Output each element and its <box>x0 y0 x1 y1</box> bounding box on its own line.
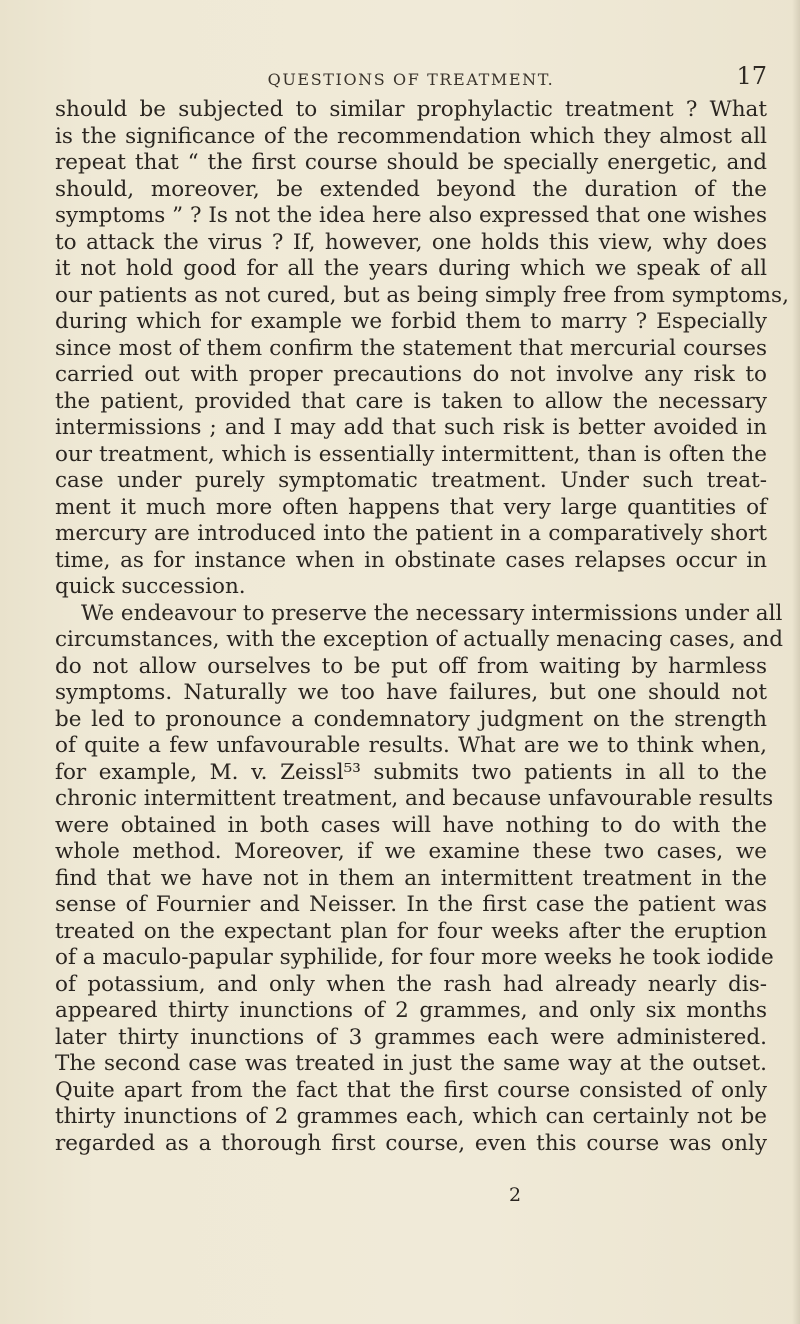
text-line: chronic intermittent treatment, and because unfavourable results <box>55 786 774 811</box>
text-line: our patients as not cured, but as being simply free from symptoms, <box>55 282 789 308</box>
text-line: time, as for instance when in obstinate cases relapses occur in <box>55 547 767 573</box>
text-line: do not allow ourselves to be put off from waiting by harmless <box>55 653 767 679</box>
text-line: ment it much more often happens that very large quantities of <box>55 494 767 520</box>
text-line: to attack the virus ? If, however, one holds this view, why does <box>55 229 767 255</box>
text-line: Quite apart from the fact that the first course consisted of only <box>55 1077 767 1103</box>
text-line: should, moreover, be extended beyond the duration of the <box>55 176 767 202</box>
text-line: We endeavour to preserve the necessary intermissions under all <box>81 600 783 626</box>
text-line: whole method. Moreover, if we examine these two cases, we <box>55 839 767 864</box>
text-line: our treatment, which is essentially intermittent, than is often the <box>55 441 767 467</box>
text-line: later thirty inunctions of 3 grammes each were administered. <box>55 1024 767 1050</box>
text-line: mercury are introduced into the patient in a comparatively short <box>55 521 767 546</box>
text-line: find that we have not in them an intermittent treatment in the <box>55 865 767 891</box>
page-edge-shadow <box>792 0 800 1324</box>
body-text <box>55 97 789 1157</box>
text-line: symptoms. Naturally we too have failures, but one should not <box>55 680 767 705</box>
text-line: The second case was treated in just the same way at the outset. <box>55 1051 767 1076</box>
page-number: 17 <box>736 62 767 90</box>
text-line: were obtained in both cases will have nothing to do with the <box>55 812 767 838</box>
text-line: carried out with proper precautions do not involve any risk to <box>55 362 767 387</box>
text-line: case under purely symptomatic treatment. Under such treat- <box>55 468 767 493</box>
text-line: regarded as a thorough first course, even this course was only <box>55 1130 767 1156</box>
text-line: intermissions ; and I may add that such risk is better avoided in <box>55 415 767 440</box>
signature-mark: 2 <box>508 1184 522 1206</box>
text-line: symptoms ” ? Is not the idea here also expressed that one wishes <box>55 203 767 228</box>
text-line: circumstances, with the exception of actually menacing cases, and <box>55 627 783 652</box>
text-line: repeat that “ the first course should be specially energetic, and <box>55 150 767 175</box>
text-line: the patient, provided that care is taken to allow the necessary <box>55 388 767 414</box>
text-line: since most of them confirm the statement that mercurial courses <box>55 335 767 361</box>
text-line: sense of Fournier and Neisser. In the first case the patient was <box>55 892 767 917</box>
text-line: of a maculo-papular syphilide, for four more weeks he took iodide <box>55 945 774 970</box>
text-line: is the significance of the recommendation which they almost all <box>55 123 767 149</box>
running-title: QUESTIONS OF TREATMENT. <box>267 70 555 89</box>
text-line: appeared thirty inunctions of 2 grammes, and only six months <box>55 998 767 1023</box>
text-line: for example, M. v. Zeissl⁵³ submits two patients in all to the <box>55 759 767 785</box>
running-header <box>55 62 767 92</box>
text-line: be led to pronounce a condemnatory judgment on the strength <box>55 706 767 732</box>
text-line: should be subjected to similar prophylactic treatment ? What <box>55 97 767 122</box>
text-line: of potassium, and only when the rash had already nearly dis- <box>55 971 767 997</box>
text-line: it not hold good for all the years during which we speak of all <box>55 256 767 281</box>
text-line: quick succession. <box>55 574 246 599</box>
text-line: thirty inunctions of 2 grammes each, which can certainly not be <box>55 1104 767 1129</box>
text-line: of quite a few unfavourable results. What are we to think when, <box>55 733 767 758</box>
text-line: during which for example we forbid them to marry ? Especially <box>55 309 767 334</box>
text-line: treated on the expectant plan for four weeks after the eruption <box>55 918 767 944</box>
